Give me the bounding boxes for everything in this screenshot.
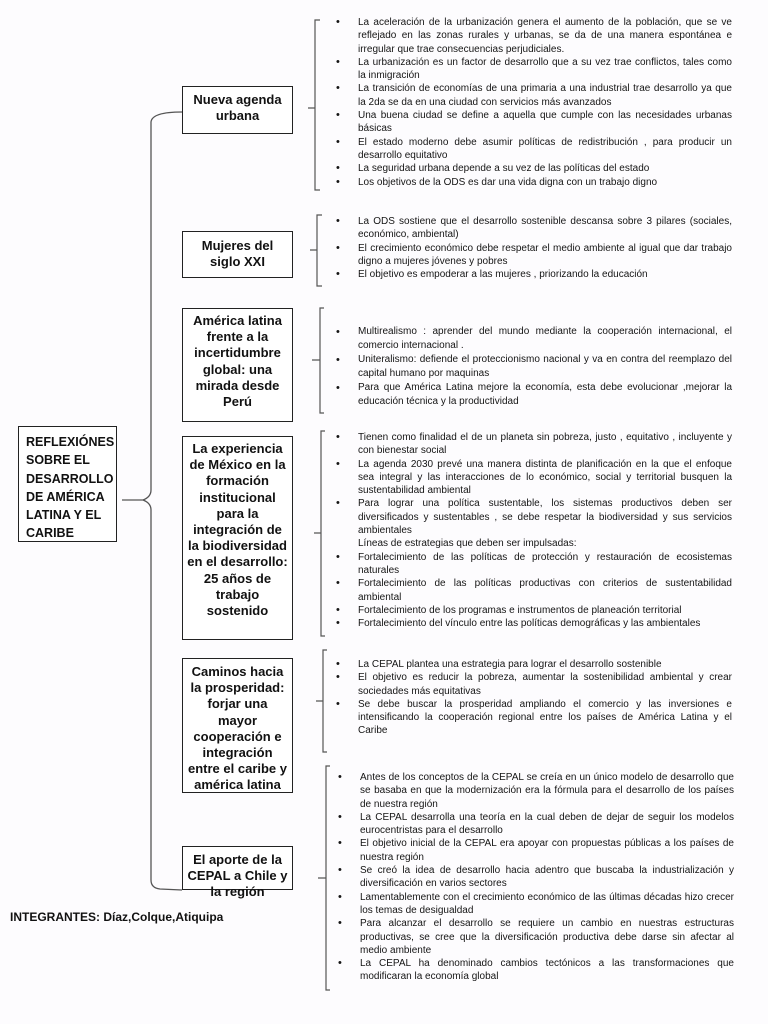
list-item: • Fortalecimiento de las políticas de protección y restauración de ecosistemas naturales — [336, 551, 732, 578]
bullet-list-nueva-agenda — [336, 16, 732, 189]
topic-box-nueva-agenda — [182, 86, 293, 134]
topic-title: El aporte de la CEPAL a Chile y la región — [187, 852, 288, 900]
list-item: • Fortalecimiento del vínculo entre las políticas demográficas y las ambientales — [336, 617, 732, 630]
topic-box-caminos — [182, 658, 293, 793]
topic-title: Caminos hacia la prosperidad: forjar una mayor cooperación e integración entre el caribe y américa latina — [188, 664, 287, 793]
list-item: • La transición de economías de una primaria a una industrial trae desarrollo ya que la 2da se da en una ciudad con servicios más avanzados — [336, 82, 732, 109]
topic-box-america-latina — [182, 308, 293, 422]
topic-box-mexico — [182, 436, 293, 640]
brace-topic-1 — [308, 20, 320, 190]
brace-topic-4 — [314, 431, 325, 636]
list-item: • La CEPAL desarrolla una teoría en la cual deben de dejar de seguir los modelos eurocentristas para el desarrollo — [338, 811, 734, 838]
list-item: • Lamentablemente con el crecimiento económico de las últimas décadas hizo crecer los temas de desigualdad — [338, 891, 734, 918]
bullet-list-caminos — [336, 658, 732, 738]
topic-title: La experiencia de México en la formación institucional para la integración de la biodiversidad en el desarrollo: 25 años de trabajo sostenido — [187, 441, 288, 619]
list-item: • La urbanización es un factor de desarrollo que a su vez trae conflictos, tales como la inmigración — [336, 56, 732, 83]
topic-title: América latina frente a la incertidumbre global: una mirada desde Perú — [193, 313, 282, 410]
list-item: • El crecimiento económico debe respetar el medio ambiente al igual que dar trabajo digno a mujeres jóvenes y pobres — [336, 242, 732, 269]
list-item: • La seguridad urbana depende a su vez de las políticas del estado — [336, 162, 732, 175]
bullet-list-america-latina — [336, 325, 732, 409]
list-item: • El objetivo inicial de la CEPAL era apoyar con propuestas públicas a los países de nuestra región — [338, 837, 734, 864]
list-item: • Para alcanzar el desarrollo se requiere un cambio en nuestras estructuras productivas, se cree que la diversificación productiva debe darse sin afectar al medio ambiente — [338, 917, 734, 957]
list-item: • El estado moderno debe asumir políticas de redistribución , para producir un desarrollo equitativo — [336, 136, 732, 163]
list-item: • Los objetivos de la ODS es dar una vida digna con un trabajo digno — [336, 176, 732, 189]
brace-topic-5 — [316, 650, 327, 752]
list-item: • Fortalecimiento de las políticas productivas con criterios de sustentabilidad ambiental — [336, 577, 732, 604]
list-item: • Para lograr una política sustentable, los sistemas productivos deben ser diversificados y sustentables , se debe respetar la biodiversidad y sus servicios ambientales — [336, 497, 732, 537]
list-item: • Una buena ciudad se define a aquella que cumple con las necesidades urbanas básicas — [336, 109, 732, 136]
list-item: • La agenda 2030 prevé una manera distinta de planificación en la que el enfoque sea integral y las interacciones de lo económico, social y territorial busquen la sustentabilidad ambiental — [336, 458, 732, 498]
team-label: INTEGRANTES: — [10, 910, 100, 924]
list-item: • La aceleración de la urbanización genera el aumento de la población, que se ve reflejado en las zonas rurales y urbanas, se da de una manera espontánea e irregular que trae consecuencias perjudiciales. — [336, 16, 732, 56]
bullet-list-mexico — [336, 431, 732, 630]
brace-topic-2 — [310, 215, 322, 286]
list-item: • Tienen como finalidad el de un planeta sin pobreza, justo , equitativo , incluyente y con bienestar social — [336, 431, 732, 458]
list-item: • Fortalecimiento de los programas e instrumentos de planeación territorial — [336, 604, 732, 617]
bullet-list-mujeres — [336, 215, 732, 281]
list-item: • Se debe buscar la prosperidad ampliando el comercio y las inversiones e intensificando la cooperación regional entre los países de América Latina y el Caribe — [336, 698, 732, 738]
strategies-subheading: Líneas de estrategias que deben ser impulsadas: — [358, 538, 577, 550]
list-item: • El objetivo es reducir la pobreza, aumentar la sostenibilidad ambiental y crear sociedades más equitativas — [336, 671, 732, 698]
list-item: • Para que América Latina mejore la economía, esta debe evolucionar ,mejorar la educación técnica y la productividad — [336, 381, 732, 409]
list-item: • Uniteralismo: defiende el proteccionismo nacional y va en contra del reemplazo del capital humano por maquinas — [336, 353, 732, 381]
list-item: • Antes de los conceptos de la CEPAL se creía en un único modelo de desarrollo que se basaba en que la modernización era la fórmula para el desarrollo de los países de nuestra región — [338, 771, 734, 811]
list-item: • El objetivo es empoderar a las mujeres , priorizando la educación — [336, 268, 732, 281]
root-topic-box — [18, 426, 117, 542]
topic-title: Mujeres del siglo XXI — [201, 238, 274, 270]
main-brace — [122, 112, 182, 890]
topic-title: Nueva agenda urbana — [193, 92, 282, 124]
brace-topic-6 — [318, 766, 330, 990]
list-item: • La CEPAL ha denominado cambios tectónicos a las transformaciones que modificaran la economía global — [338, 957, 734, 984]
list-item: • Se creó la idea de desarrollo hacia adentro que buscaba la industrialización y diversificación en varios sectores — [338, 864, 734, 891]
list-item: • Multirealismo : aprender del mundo mediante la cooperación internacional, el comercio internacional . — [336, 325, 732, 353]
bullet-list-cepal — [338, 771, 734, 984]
team-members — [10, 910, 223, 924]
brace-topic-3 — [312, 308, 324, 413]
topic-box-cepal — [182, 846, 293, 900]
list-item: • La ODS sostiene que el desarrollo sostenible descansa sobre 3 pilares (sociales, económico, ambiental) — [336, 215, 732, 242]
root-topic-title: REFLEXIÓNES SOBRE EL DESARROLLO DE AMÉRICA LATINA Y EL CARIBE — [26, 435, 115, 541]
team-names: Díaz,Colque,Atiquipa — [103, 910, 224, 924]
topic-box-mujeres — [182, 231, 293, 278]
list-item: • La CEPAL plantea una estrategia para lograr el desarrollo sostenible — [336, 658, 732, 671]
